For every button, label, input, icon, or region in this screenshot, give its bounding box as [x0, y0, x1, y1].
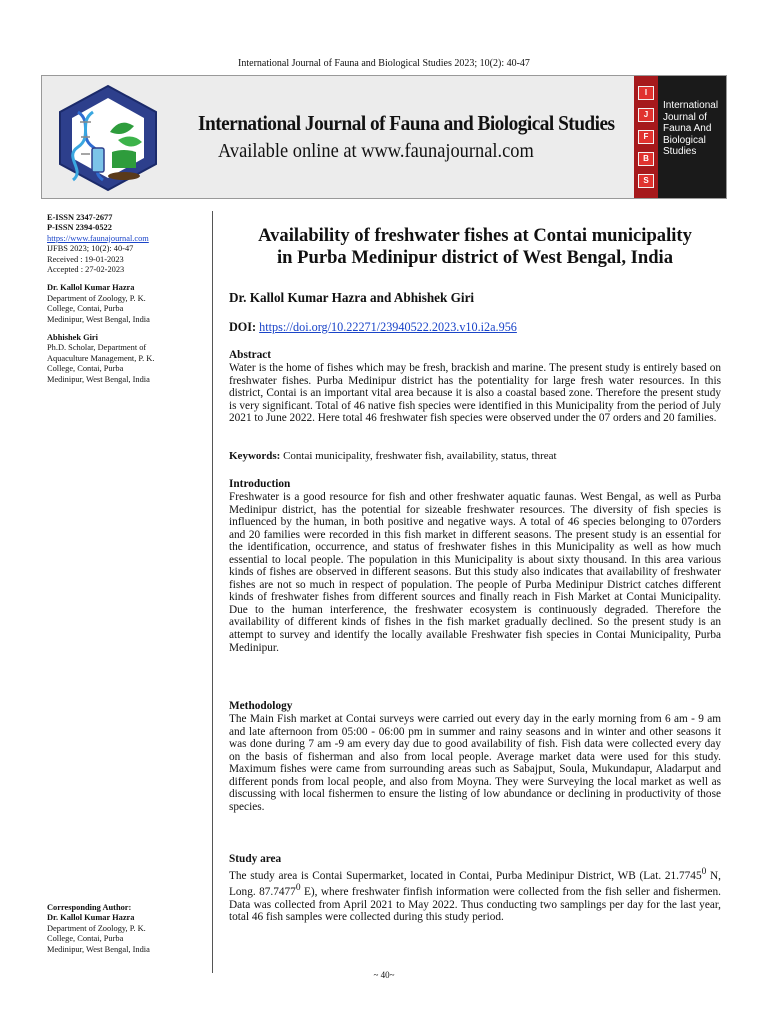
degree-superscript: 0 — [701, 867, 707, 877]
journal-url-link[interactable]: https://www.faunajournal.com — [47, 233, 149, 243]
methodology-text: The Main Fish market at Contai surveys were carried out every day in the early morning from 6 am - 9 am and late afternoon from 05:00 - 06:00 pm in summer and rainy seasons and in winter and other seasons it was done during 7 am -9 am every day due to good availability of fish. Fish data were collected every day on the basis of fisherman and also from local people. Average market data were used for this study. Maximum fishes were came from surrounding areas such as Sabajput, Soula, Mukundapur, Aladarput and different ponds from local people, and also from Moyna. They were Surveying the local market as well as discussing with local fishermen to ensure the listing of low abundance or declining in productivity of those species. — [229, 713, 721, 813]
journal-logo-icon — [48, 82, 168, 192]
corresponding-label: Corresponding Author: — [47, 903, 132, 912]
running-head: International Journal of Fauna and Biological Studies 2023; 10(2): 40-47 — [238, 58, 530, 69]
doi-line — [229, 320, 721, 335]
abstract-text: Water is the home of fishes which may be fresh, brackish and marine. The present study is entirely based on freshwater fishes. Purba Medinipur district has the potentiality for large fresh water resources. In this district, Contai is an important vital area because it is also a coastal based zone. Therefore the present study is very significant. Total of 46 native fish species were identified in this Municipality from the period of July 2021 to June 2022. Here total 46 freshwater fish species were observed under the 07 orders and 20 families. — [229, 362, 721, 425]
acronym-letter: J — [638, 108, 654, 122]
article-authors: Dr. Kallol Kumar Hazra and Abhishek Giri — [229, 290, 475, 305]
affiliation-line: Department of Zoology, P. K. — [47, 293, 146, 303]
corresponding-line: Medinipur, West Bengal, India — [47, 944, 150, 954]
article-meta-column — [47, 213, 197, 385]
abstract-heading: Abstract — [229, 349, 272, 361]
study-area-text — [229, 866, 721, 924]
methodology-heading: Methodology — [229, 700, 293, 712]
side-line: Studies — [663, 146, 697, 157]
study-area-heading: Study area — [229, 853, 282, 865]
affiliation-line: Ph.D. Scholar, Department of — [47, 343, 147, 353]
introduction-heading: Introduction — [229, 478, 291, 490]
eissn: E-ISSN 2347-2677 — [47, 213, 113, 222]
ijfbs-side-logo — [634, 76, 726, 198]
corresponding-name: Dr. Kallol Kumar Hazra — [47, 913, 135, 923]
affiliation-line: Aquaculture Management, P. K. — [47, 353, 155, 363]
affiliation-line: College, Contai, Purba — [47, 304, 124, 314]
journal-availability: Available online at www.faunajournal.com — [218, 140, 534, 162]
acronym-letter: B — [638, 152, 654, 166]
affiliation-line: Medinipur, West Bengal, India — [47, 314, 150, 324]
study-area-text-part: E), where freshwater finfish information were collected from the fish seller and fishermen. Data was collected from April 2021 to May 2022. Thus conducting two samplings per day for the last year, total 46 fish samples were collected during this study period. — [229, 886, 721, 924]
corresponding-line: Department of Zoology, P. K. — [47, 923, 146, 933]
acronym-letter: S — [638, 174, 654, 188]
journal-title: International Journal of Fauna and Biological Studies — [198, 111, 615, 135]
introduction-section — [229, 478, 721, 654]
study-area-text-part: N, Long. 87.7477 — [229, 869, 721, 899]
acronym-letter: F — [638, 130, 654, 144]
acronym-letters — [634, 76, 658, 198]
column-divider — [212, 211, 213, 973]
side-line: Biological — [663, 134, 706, 146]
affiliation-line: Medinipur, West Bengal, India — [47, 374, 150, 384]
title-line: Availability of freshwater fishes at Contai municipality — [258, 225, 692, 246]
affiliation-name: Abhishek Giri — [47, 333, 98, 343]
side-line: Journal of — [663, 111, 707, 123]
doi-label: DOI: — [229, 320, 257, 334]
accepted-date: Accepted : 27-02-2023 — [47, 265, 125, 275]
side-journal-name — [663, 100, 718, 158]
side-line: International — [663, 100, 719, 111]
degree-superscript: 0 — [295, 883, 301, 894]
title-line: in Purba Medinipur district of West Bengal, India — [276, 247, 674, 268]
affiliation-name: Dr. Kallol Kumar Hazra — [47, 283, 135, 293]
acronym-letter: I — [638, 86, 654, 100]
received-date: Received : 19-01-2023 — [47, 254, 124, 264]
keywords-line — [229, 450, 721, 462]
methodology-section — [229, 700, 721, 813]
keywords-label: Keywords: — [229, 450, 281, 462]
corresponding-line: College, Contai, Purba — [47, 934, 124, 944]
corresponding-author — [47, 903, 197, 955]
affiliation-line: College, Contai, Purba — [47, 364, 124, 374]
study-area-text-part: The study area is Contai Supermarket, located in Contai, Purba Medinipur District, WB (Lat. 21.7745 — [229, 869, 702, 882]
article-title — [229, 225, 721, 269]
page-number: ~ 40~ — [373, 970, 395, 980]
journal-banner — [41, 75, 727, 199]
doi-link[interactable]: https://doi.org/10.22271/23940522.2023.v10.i2a.956 — [259, 320, 517, 334]
abstract-section — [229, 349, 721, 425]
study-area-section — [229, 853, 721, 924]
pissn: P-ISSN 2394-0522 — [47, 223, 112, 233]
citation: IJFBS 2023; 10(2): 40-47 — [47, 244, 134, 254]
side-line: Fauna And — [663, 123, 712, 134]
introduction-text: Freshwater is a good resource for fish and other freshwater aquatic faunas. West Bengal, as well as Purba Medinipur district, has the potential for sizeable freshwater resources. The diversity of fish species is influenced by the human, in both positive and negative ways. A total of 46 species belonging to 07orders and 20 families were recorded in this fish market in different seasons. The present study is an essential for the identification, occurrence, and status of freshwater fishes in this Municipality as well as how much essential to local people. The population in this Municipality is about sixty thousand. In this area various kinds of fishes are observed in different seasons. But this study also indicates that availability of freshwater fishes are not so much in respect of population. The people of Purba Medinipur District catches different kinds of freshwater fishes from different sources and finally reach in Fish Market at Contai Municipality. Due to the human interference, the freshwater ecosystem is continuously degraded. Therefore the availability of different kinds of fishes in the fish market gradually declined. So the present study is an attempt to survey and identify the locally available Freshwater fish species in Contai Municipality, Purba Medinipur. — [229, 491, 721, 654]
keywords-text: Contai municipality, freshwater fish, availability, status, threat — [283, 450, 557, 462]
